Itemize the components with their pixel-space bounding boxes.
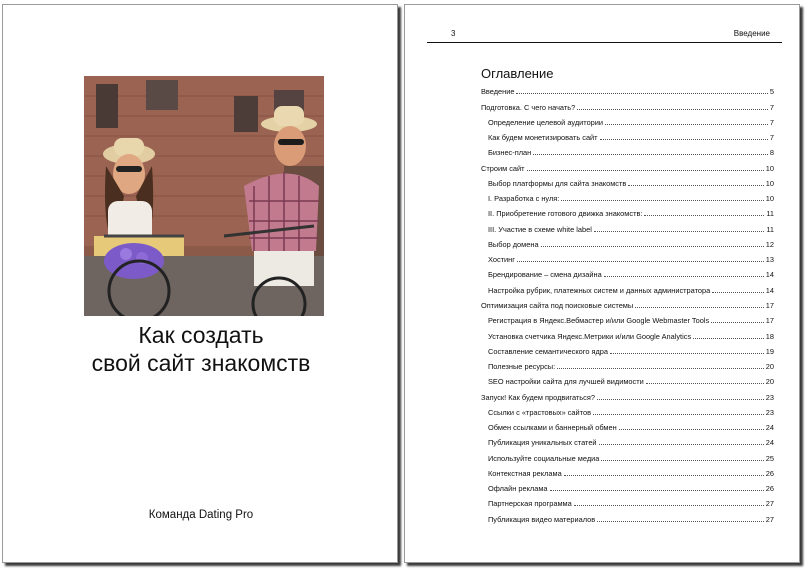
toc-entry-page: 26	[765, 484, 774, 494]
toc-entry[interactable]	[481, 127, 774, 142]
toc-entry[interactable]	[481, 386, 774, 401]
toc-entry-title: Бизнес-план	[488, 148, 532, 158]
toc-entry-title: Офлайн реклама	[488, 484, 548, 494]
toc-dot-leader	[644, 215, 764, 216]
toc-entry[interactable]	[481, 218, 774, 233]
toc-heading: Оглавление	[481, 66, 554, 81]
toc-dot-leader	[646, 383, 764, 384]
toc-entry-title: Оптимизация сайта под поисковые системы	[481, 300, 634, 310]
toc-entry[interactable]	[481, 279, 774, 294]
toc-entry[interactable]	[481, 508, 774, 523]
toc-entry-title: Определение целевой аудитории	[488, 117, 604, 127]
toc-entry-title: SEO настройки сайта для лучшей видимости	[488, 377, 644, 387]
toc-entry-page: 20	[765, 377, 774, 387]
page-number: 3	[451, 29, 456, 38]
toc-entry-title: Публикация уникальных статей	[488, 438, 597, 448]
toc-dot-leader	[541, 246, 764, 247]
toc-entry[interactable]	[481, 264, 774, 279]
toc-entry-page: 23	[765, 407, 774, 417]
toc-dot-leader	[597, 521, 764, 522]
toc-entry-title: Хостинг	[488, 255, 515, 265]
toc-entry[interactable]	[481, 463, 774, 478]
toc-entry-title: Регистрация в Яндекс.Вебмастер и/или Google Webmaster Tools	[488, 316, 710, 326]
toc-entry-title: Ссылки с «трастовых» сайтов	[488, 407, 592, 417]
toc-entry-title: Настройка рубрик, платежных систем и данных администратора	[488, 285, 711, 295]
toc-entry[interactable]	[481, 493, 774, 508]
toc-entry[interactable]	[481, 371, 774, 386]
toc-entry[interactable]	[481, 96, 774, 111]
toc-entry-title: Строим сайт	[481, 163, 525, 173]
toc-entry-page: 20	[765, 362, 774, 372]
toc-entry-title: Используйте социальные медиа	[488, 453, 600, 463]
toc-dot-leader	[594, 231, 764, 232]
toc-entry-title: Составление семантического ядра	[488, 346, 609, 356]
toc-entry[interactable]	[481, 249, 774, 264]
toc-entry-page: 10	[765, 194, 774, 204]
toc-entry-title: Введение	[481, 87, 515, 97]
toc-entry-page: 5	[769, 87, 774, 97]
toc-dot-leader	[599, 444, 764, 445]
toc-entry-page: 14	[765, 270, 774, 280]
toc-dot-leader	[593, 414, 764, 415]
toc-entry-title: Выбор домена	[488, 239, 539, 249]
toc-dot-leader	[600, 139, 768, 140]
toc-entry[interactable]	[481, 142, 774, 157]
toc-page	[404, 4, 800, 563]
toc-dot-leader	[610, 353, 764, 354]
toc-entry-title: Полезные ресурсы:	[488, 362, 556, 372]
toc-entry-title: Партнерская программа	[488, 499, 572, 509]
toc-entry-page: 10	[765, 163, 774, 173]
toc-dot-leader	[711, 322, 764, 323]
toc-entry-page: 27	[765, 514, 774, 524]
running-header: Введение	[733, 29, 770, 38]
toc-entry-page: 7	[769, 102, 774, 112]
toc-dot-leader	[635, 307, 764, 308]
toc-entry[interactable]	[481, 81, 774, 96]
toc-entry-page: 17	[765, 300, 774, 310]
toc-dot-leader	[527, 170, 764, 171]
toc-entry[interactable]	[481, 234, 774, 249]
toc-entry-page: 7	[769, 133, 774, 143]
toc-list	[481, 81, 774, 524]
toc-dot-leader	[550, 490, 764, 491]
toc-entry[interactable]	[481, 341, 774, 356]
toc-dot-leader	[516, 93, 767, 94]
toc-dot-leader	[605, 124, 768, 125]
toc-entry-page: 13	[765, 255, 774, 265]
toc-entry-page: 19	[765, 346, 774, 356]
toc-entry[interactable]	[481, 188, 774, 203]
toc-entry[interactable]	[481, 112, 774, 127]
toc-entry[interactable]	[481, 447, 774, 462]
toc-entry-title: Контекстная реклама	[488, 468, 562, 478]
toc-entry[interactable]	[481, 478, 774, 493]
toc-entry-page: 11	[766, 224, 774, 234]
cover-page	[2, 4, 398, 563]
toc-entry-page: 7	[769, 117, 774, 127]
cover-photo	[84, 76, 324, 316]
toc-entry-title: Публикация видео материалов	[488, 514, 596, 524]
toc-entry-page: 8	[769, 148, 774, 158]
toc-entry[interactable]	[481, 432, 774, 447]
toc-entry[interactable]	[481, 402, 774, 417]
cover-title-line-1: Как создать	[138, 322, 264, 348]
toc-entry-page: 23	[765, 392, 774, 402]
toc-dot-leader	[712, 292, 764, 293]
toc-dot-leader	[619, 429, 764, 430]
header-rule	[427, 42, 782, 43]
toc-entry-page: 12	[765, 239, 774, 249]
toc-entry-title: III. Участие в схеме white label	[488, 224, 592, 234]
cover-author: Команда Dating Pro	[148, 509, 254, 521]
toc-entry[interactable]	[481, 173, 774, 188]
toc-dot-leader	[564, 475, 764, 476]
toc-entry[interactable]	[481, 356, 774, 371]
toc-dot-leader	[533, 154, 768, 155]
toc-entry-page: 25	[765, 453, 774, 463]
toc-entry-page: 17	[765, 316, 774, 326]
toc-entry[interactable]	[481, 157, 774, 172]
toc-entry-title: Запуск! Как будем продвигаться?	[481, 392, 595, 402]
toc-dot-leader	[597, 399, 764, 400]
toc-entry-page: 24	[765, 423, 774, 433]
toc-entry[interactable]	[481, 310, 774, 325]
toc-entry[interactable]	[481, 325, 774, 340]
toc-entry-page: 18	[765, 331, 774, 341]
toc-entry[interactable]	[481, 295, 774, 310]
toc-entry-page: 11	[766, 209, 774, 219]
toc-entry-page: 27	[765, 499, 774, 509]
toc-dot-leader	[601, 460, 763, 461]
toc-dot-leader	[604, 276, 764, 277]
toc-dot-leader	[517, 261, 764, 262]
toc-dot-leader	[628, 185, 763, 186]
toc-entry-page: 26	[765, 468, 774, 478]
toc-entry-title: Обмен ссылками и баннерный обмен	[488, 423, 617, 433]
toc-entry-title: Подготовка. С чего начать?	[481, 102, 576, 112]
toc-entry-title: Выбор платформы для сайта знакомств	[488, 178, 627, 188]
toc-entry-title: I. Разработка с нуля:	[488, 194, 560, 204]
toc-entry-title: Как будем монетизировать сайт	[488, 133, 598, 143]
toc-dot-leader	[693, 338, 764, 339]
toc-entry-title: Установка счетчика Яндекс.Метрики и/или Google Analytics	[488, 331, 692, 341]
toc-entry[interactable]	[481, 417, 774, 432]
toc-entry-page: 14	[765, 285, 774, 295]
toc-dot-leader	[577, 109, 768, 110]
cover-title-line-2: свой сайт знакомств	[91, 350, 311, 376]
toc-dot-leader	[557, 368, 764, 369]
toc-dot-leader	[561, 200, 763, 201]
toc-entry[interactable]	[481, 203, 774, 218]
toc-entry-title: II. Приобретение готового движка знакомств:	[488, 209, 643, 219]
toc-entry-page: 10	[765, 178, 774, 188]
toc-entry-title: Брендирование – смена дизайна	[488, 270, 602, 280]
toc-dot-leader	[574, 505, 764, 506]
toc-entry-page: 24	[765, 438, 774, 448]
